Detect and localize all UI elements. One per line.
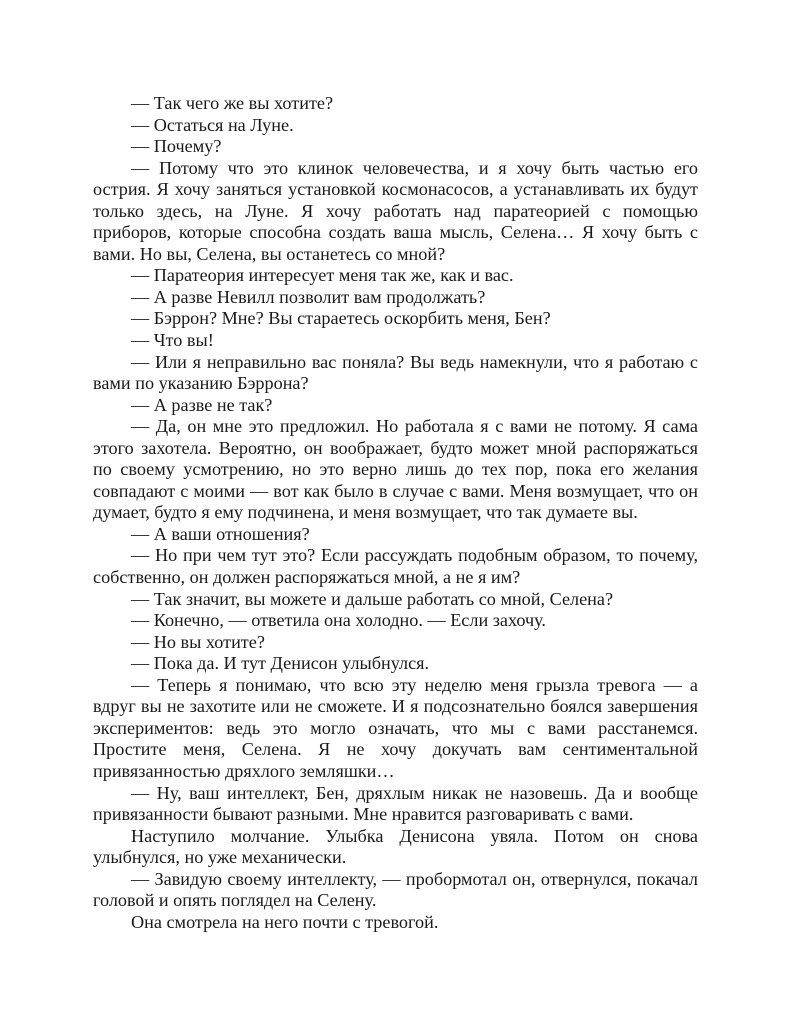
- paragraph: — Ну, ваш интеллект, Бен, дряхлым никак не назовешь. Да и вообще привязанности бывают разными. Мне нравится разговаривать с вами.: [93, 782, 698, 825]
- paragraph: — Теперь я понимаю, что всю эту неделю меня грызла тревога — а вдруг вы не захотите или не сможете. И я подсознательно боялся завершения экспериментов: ведь это могло означать, что мы с вами расстанемся. Простите меня, Селена. Я не хочу докучать вам сентиментальной привязанностью дряхлого земляшки…: [93, 674, 698, 781]
- paragraph: — Так значит, вы можете и дальше работать со мной, Селена?: [131, 588, 614, 609]
- paragraph: — Завидую своему интеллекту, — пробормотал он, отвернулся, покачал головой и опять поглядел на Селену.: [93, 868, 698, 911]
- paragraph: — Да, он мне это предложил. Но работала я с вами не потому. Я сама этого захотела. Вероятно, он воображает, будто может мной распоряжаться по своему усмотрению, но это верно лишь до тех пор, пока его желания совпадают с моими — вот как было в случае с вами. Меня возмущает, что он думает, будто я ему подчинена, и меня возмущает, что так думаете вы.: [93, 416, 698, 523]
- paragraph: Наступило молчание. Улыбка Денисона увяла. Потом он снова улыбнулся, но уже механически.: [93, 825, 698, 868]
- paragraph: — А разве Невилл позволит вам продолжать?: [131, 286, 486, 307]
- paragraph: — Или я неправильно вас поняла? Вы ведь намекнули, что я работаю с вами по указанию Бэррона?: [93, 351, 698, 394]
- paragraph: — Что вы!: [131, 330, 214, 351]
- paragraph: — Пока да. И тут Денисон улыбнулся.: [131, 653, 430, 674]
- paragraph: — Но вы хотите?: [131, 631, 265, 652]
- paragraph: — Конечно, — ответила она холодно. — Если захочу.: [131, 610, 546, 631]
- paragraph: — Так чего же вы хотите?: [131, 93, 334, 113]
- document-page: [93, 93, 698, 933]
- paragraph: Она смотрела на него почти с тревогой.: [131, 911, 439, 932]
- paragraph: — Но при чем тут это? Если рассуждать подобным образом, то почему, собственно, он должен распоряжаться мной, а не я им?: [93, 545, 698, 588]
- paragraph: — Потому что это клинок человечества, и я хочу быть частью его острия. Я хочу заняться установкой космонасосов, а устанавливать их будут только здесь, на Луне. Я хочу работать над паратеорией с помощью приборов, которые способна создать ваша мысль, Селена… Я хочу быть с вами. Но вы, Селена, вы останетесь со мной?: [93, 157, 698, 264]
- paragraph: — Бэррон? Мне? Вы стараетесь оскорбить меня, Бен?: [131, 308, 551, 329]
- paragraph: — А разве не так?: [131, 394, 273, 415]
- paragraph: — Почему?: [131, 136, 222, 157]
- paragraph: — Остаться на Луне.: [131, 114, 294, 135]
- paragraph: — А ваши отношения?: [131, 523, 310, 544]
- paragraph: — Паратеория интересует меня так же, как и вас.: [131, 265, 514, 286]
